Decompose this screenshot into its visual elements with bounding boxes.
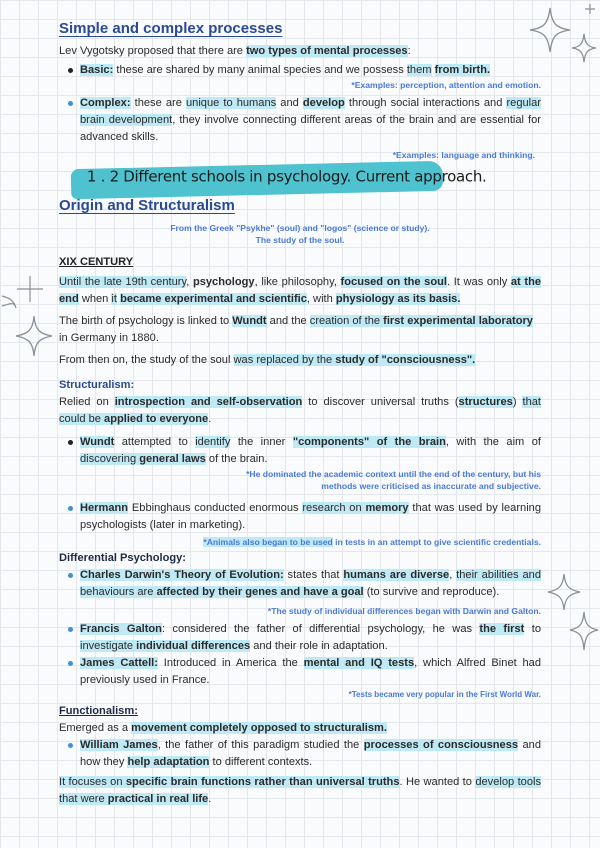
- functionalism-heading: Functionalism:: [59, 705, 138, 717]
- note-animals: *Animals also began to be used in tests in an attempt to give scientific credentials.: [203, 537, 541, 547]
- list-item-complex: Complex: these are unique to humans and develop through social interactions and regular brain development, they involve connecting different areas of the brain and are essential for advanced skills.: [80, 95, 541, 146]
- note-individual-differences: *The study of individual differences began with Darwin and Galton.: [267, 606, 541, 616]
- note-tests-popular: *Tests became very popular in the First World War.: [348, 690, 541, 699]
- vygotsky-intro: Lev Vygotsky proposed that there are two types of mental processes:: [59, 45, 411, 57]
- note-wundt-line2: methods were criticised as inaccurate and subjective.: [321, 481, 541, 491]
- note-wundt-line1: *He dominated the academic context until the end of the century, but his: [246, 469, 541, 479]
- paragraph-functionalism: Emerged as a movement completely opposed to structuralism.: [59, 722, 387, 734]
- paragraph-wundt-birth: The birth of psychology is linked to Wundt and the creation of the first experimental laboratory in Germany in 1880.: [59, 315, 533, 344]
- chapter-banner: [71, 161, 487, 199]
- list-item-hermann: Hermann Ebbinghaus conducted enormous research on memory that was used by learning psychologists (later in marketing).: [80, 500, 541, 534]
- section-title-simple-complex: Simple and complex processes: [59, 20, 283, 37]
- list-item-cattell: James Cattell: Introduced in America the mental and IQ tests, which Alfred Binet had previously used in France.: [80, 655, 541, 689]
- list-item-william-james: William James, the father of this paradigm studied the processes of consciousness and how they help adaptation to different contexts.: [80, 737, 541, 771]
- paragraph-focus: It focuses on specific brain functions rather than universal truths. He wanted to develop tools that were practical in real life.: [59, 776, 542, 805]
- paragraph-19th-century: Until the late 19th century, psychology, like philosophy, focused on the soul. It was only at the end when it became experimental and scientific, with physiology as its basis.: [59, 276, 542, 305]
- paragraph-consciousness: From then on, the study of the soul was replaced by the study of "consciousness".: [59, 354, 476, 366]
- chapter-banner-text: 1 . 2 Different schools in psychology. Current approach.: [86, 167, 487, 186]
- greek-etymology-line1: From the Greek "Psykhe" (soul) and "logos" (science or study).: [170, 223, 430, 233]
- sparkle-decoration-left: [0, 268, 60, 378]
- section-title-origin: Origin and Structuralism: [59, 197, 235, 214]
- list-item-wundt: Wundt attempted to identify the inner "components" of the brain, with the aim of discovering general laws of the brain.: [80, 434, 541, 468]
- list-item-basic: Basic: these are shared by many animal species and we possess them from birth.: [80, 62, 541, 79]
- paragraph-structuralism: Relied on introspection and self-observation to discover universal truths (structures) that could be applied to everyone.: [59, 396, 541, 425]
- list-item-darwin: Charles Darwin's Theory of Evolution: states that humans are diverse, their abilities and behaviours are affected by their genes and have a goal (to survive and reproduce).: [80, 567, 541, 601]
- page-content: [59, 20, 541, 808]
- note-complex-examples: *Examples: language and thinking.: [392, 150, 535, 160]
- differential-heading: Differential Psychology:: [59, 552, 186, 564]
- process-types-list: [59, 62, 541, 79]
- structuralism-heading: Structuralism:: [59, 379, 135, 391]
- note-basic-examples: *Examples: perception, attention and emotion.: [351, 80, 541, 90]
- century-heading: XIX CENTURY: [59, 256, 134, 268]
- sparkle-decoration-bottom-right: [540, 560, 600, 700]
- list-item-galton: Francis Galton: considered the father of differential psychology, he was the first to investigate individual differences and their role in adaptation.: [80, 621, 541, 655]
- greek-etymology-line2: The study of the soul.: [255, 235, 345, 245]
